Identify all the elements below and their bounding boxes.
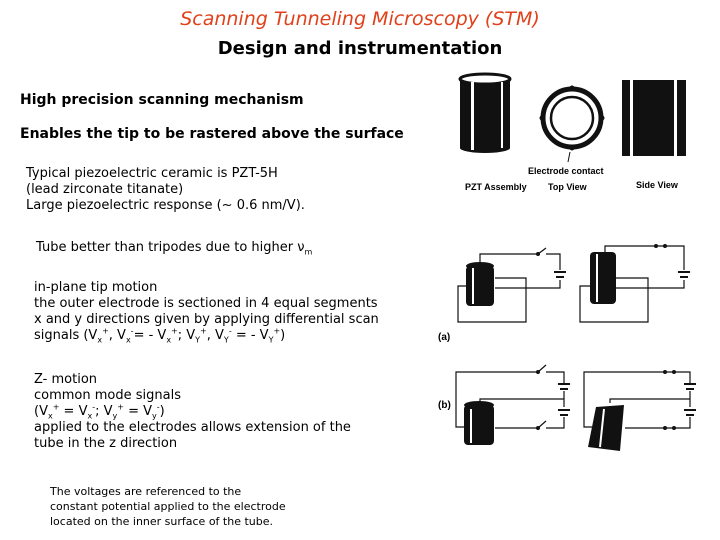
side-view-icon bbox=[622, 80, 686, 156]
piezo-line: (lead zirconate titanate) bbox=[26, 182, 184, 197]
zmotion-line: tube in the z direction bbox=[34, 436, 178, 451]
label-b: (b) bbox=[438, 400, 451, 411]
caption-side-view: Side View bbox=[636, 180, 678, 190]
zmotion-line: common mode signals bbox=[34, 388, 181, 403]
footnote-line: located on the inner surface of the tube. bbox=[50, 515, 273, 528]
caption-electrode-contact: Electrode contact bbox=[528, 166, 604, 176]
pzt-assembly-icon bbox=[460, 74, 510, 153]
footnote-line: The voltages are referenced to the bbox=[50, 485, 242, 498]
inplane-line: the outer electrode is sectioned in 4 equal segments bbox=[34, 296, 378, 311]
slide-subtitle: Design and instrumentation bbox=[217, 38, 503, 59]
inplane-line: in-plane tip motion bbox=[34, 280, 158, 295]
zmotion-line: Z- motion bbox=[34, 372, 98, 387]
zmotion-text bbox=[34, 372, 351, 452]
tube-note-sub: m bbox=[304, 247, 313, 257]
tube-note-text: Tube better than tripodes due to higher ν bbox=[36, 240, 305, 255]
caption-top-view: Top View bbox=[548, 182, 587, 192]
inplane-line: x and y directions given by applying differential scan bbox=[34, 312, 379, 327]
piezo-line: Large piezoelectric response (~ 0.6 nm/V). bbox=[26, 198, 305, 213]
label-a: (a) bbox=[438, 332, 451, 343]
circuit-a-figure bbox=[420, 230, 700, 330]
heading-scanning-mechanism: High precision scanning mechanism bbox=[20, 92, 304, 108]
slide-title: Scanning Tunneling Microscopy (STM) bbox=[180, 8, 540, 30]
tube-note bbox=[36, 240, 312, 256]
inplane-signals: signals ($V_x^+$, $V_x^-= - V_x^+$; $V_Y^+$, $V_Y^-$ = - $V_Y^+$) bbox=[34, 326, 286, 345]
circuit-b-figure bbox=[420, 355, 700, 465]
footnote bbox=[50, 484, 286, 529]
footnote-line: constant potential applied to the electrode bbox=[50, 500, 286, 513]
inplane-text bbox=[34, 280, 379, 344]
piezo-line: Typical piezoelectric ceramic is PZT-5H bbox=[26, 166, 278, 181]
top-view-icon bbox=[540, 86, 605, 163]
zmotion-signals: ($V_x^+ = V_x^-$; $V_y^+ = V_y^-$) bbox=[34, 402, 165, 421]
pzt-tube-figure bbox=[440, 70, 720, 200]
heading-raster: Enables the tip to be rastered above the surface bbox=[20, 126, 404, 142]
caption-pzt-assembly: PZT Assembly bbox=[465, 182, 527, 192]
piezo-text bbox=[26, 166, 305, 214]
zmotion-line: applied to the electrodes allows extension of the bbox=[34, 420, 351, 435]
